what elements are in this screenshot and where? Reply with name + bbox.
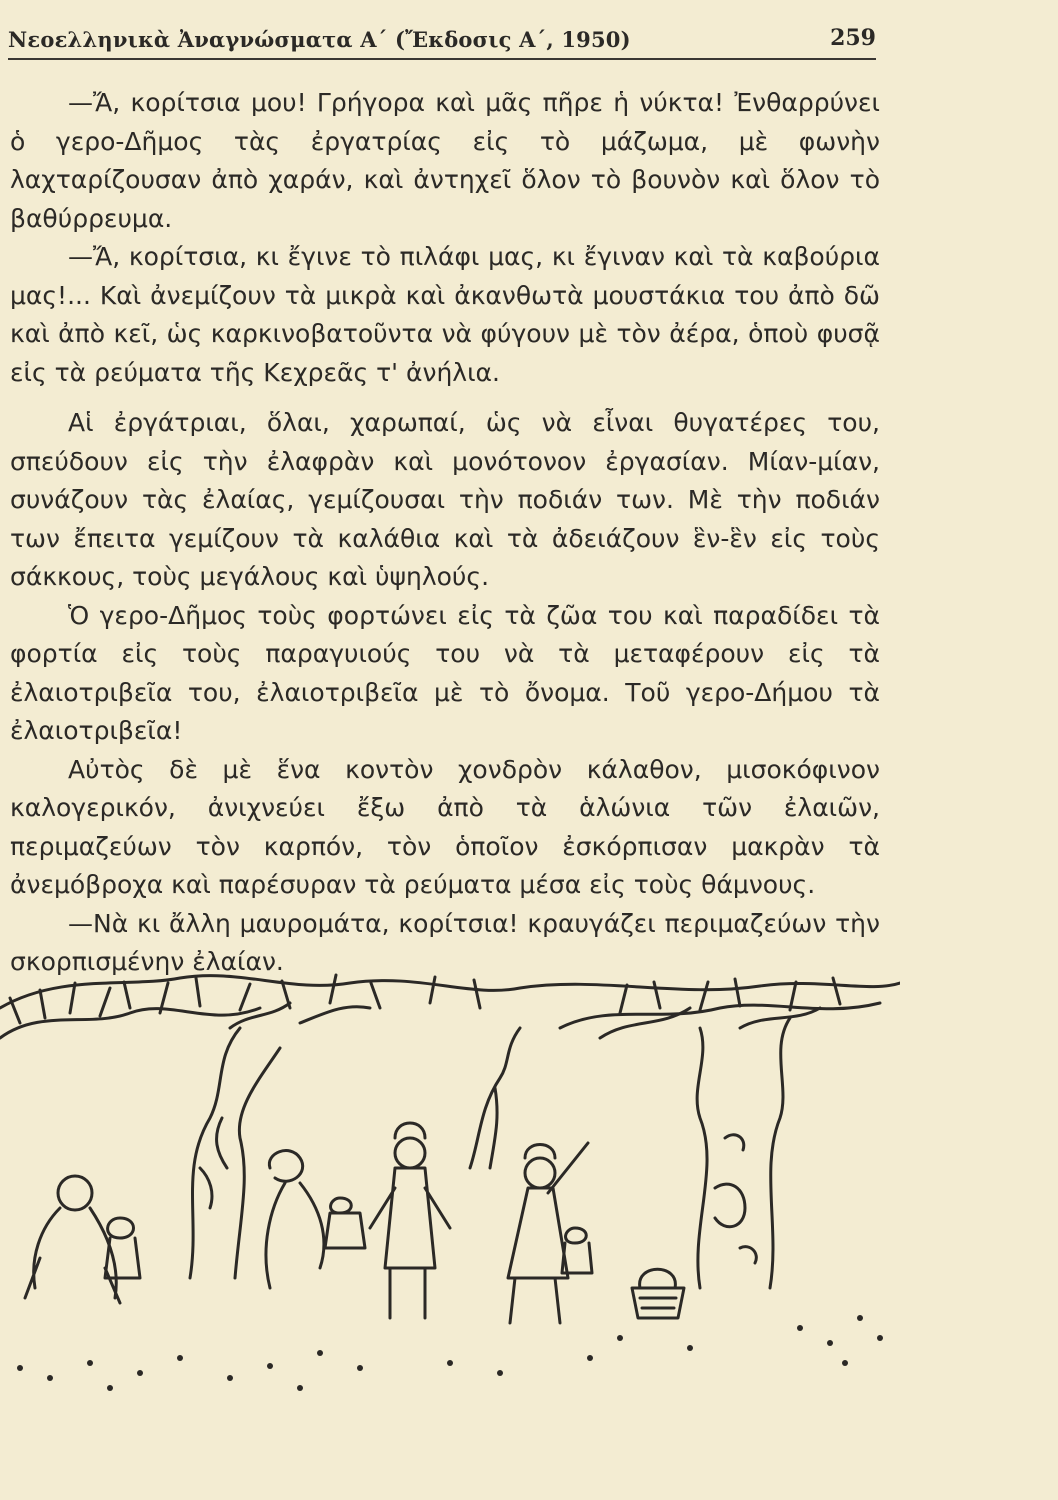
olive-foliage [0, 975, 900, 1038]
paragraph-5: Αὐτὸς δὲ μὲ ἕνα κοντὸν χονδρὸν κάλαθον, μισοκόφινον καλογερικόν, ἀνιχνεύει ἔξω ἀπὸ τὰ ἁλώνια τῶν ἐλαιῶν, περιμαζεύων τὸν καρπόν, τὸν ὁποῖον ἐσκόρπισαν μακρὰν τὰ ἀνεμόβροχα καὶ παρέσυραν τὰ ρεύματα μέσα εἰς τοὺς θάμνους. [10, 754, 880, 899]
running-header [8, 18, 876, 60]
olive-harvest-illustration [0, 968, 900, 1408]
olive-trunk-center [470, 1028, 520, 1168]
paragraph-4: Ὁ γερο-Δῆμος τοὺς φορτώνει εἰς τὰ ζῶα του καὶ παραδίδει τὰ φορτία εἰς τοὺς παραγυιούς του νὰ τὰ μεταφέρουν εἰς τὰ ἐλαιοτριβεῖα του, ἐλαιοτριβεῖα μὲ τὸ ὄνομα. Τοῦ γερο-Δήμου τὰ ἐλαιοτριβεῖα! [10, 600, 880, 745]
paragraph-6: —Νὰ κι ἄλλη μαυρομάτα, κορίτσια! κραυγάζει περιμαζεύων τὴν σκορπισμένην ἐλαίαν. [10, 908, 880, 976]
basket-on-ground [632, 1269, 684, 1318]
girl-standing [370, 1123, 450, 1318]
woman-with-basket [266, 1151, 365, 1288]
woman-picking-olives [508, 1143, 592, 1323]
paragraph-2: —Ἄ, κορίτσια, κι ἔγινε τὸ πιλάφι μας, κι ἔγιναν καὶ τὰ καβούρια μας!... Καὶ ἀνεμίζουν τὰ μικρὰ καὶ ἀκανθωτὰ μουστάκια του ἀπὸ δῶ καὶ ἀπὸ κεῖ, ὡς καρκινοβατοῦντα νὰ φύγουν μὲ τὸν ἀέρα, ὁποὺ φυσᾷ εἰς τὰ ρεύματα τῆς Κεχρεᾶς τ' ἀνήλια. [10, 242, 880, 387]
body-text [10, 84, 880, 982]
scattered-olives [17, 1315, 883, 1391]
page-number: 259 [830, 25, 876, 51]
woman-bending-left [25, 1176, 140, 1303]
paragraph-1: —Ἄ, κορίτσια μου! Γρήγορα καὶ μᾶς πῆρε ἡ νύκτα! Ἐνθαρρύνει ὁ γερο-Δῆμος τὰς ἐργατρίας εἰς τὸ μάζωμα, μὲ φωνὴν λαχταρίζουσαν ἀπὸ χαράν, καὶ ἀντηχεῖ ὅλον τὸ βουνὸν καὶ ὅλον τὸ βαθύρρευμα. [10, 88, 880, 233]
paragraph-3: Αἱ ἐργάτριαι, ὅλαι, χαρωπαί, ὡς νὰ εἶναι θυγατέρες του, σπεύδουν εἰς τὴν ἐλαφρὰν καὶ μονότονον ἐργασίαν. Μίαν-μίαν, συνάζουν τὰς ἐλαίας, γεμίζουσαι τὴν ποδιάν των. Μὲ τὴν ποδιάν των ἔπειτα γεμίζουν τὰ καλάθια καὶ τὰ ἀδειάζουν ἓν-ἓν εἰς τοὺς σάκκους, τοὺς μεγάλους καὶ ὑψηλούς. [10, 408, 880, 591]
olive-trunk-right [697, 1018, 790, 1288]
book-title: Νεοελληνικὰ Ἀναγνώσματα Α΄ (Ἔκδοσις Α΄, 1950) [8, 27, 631, 52]
